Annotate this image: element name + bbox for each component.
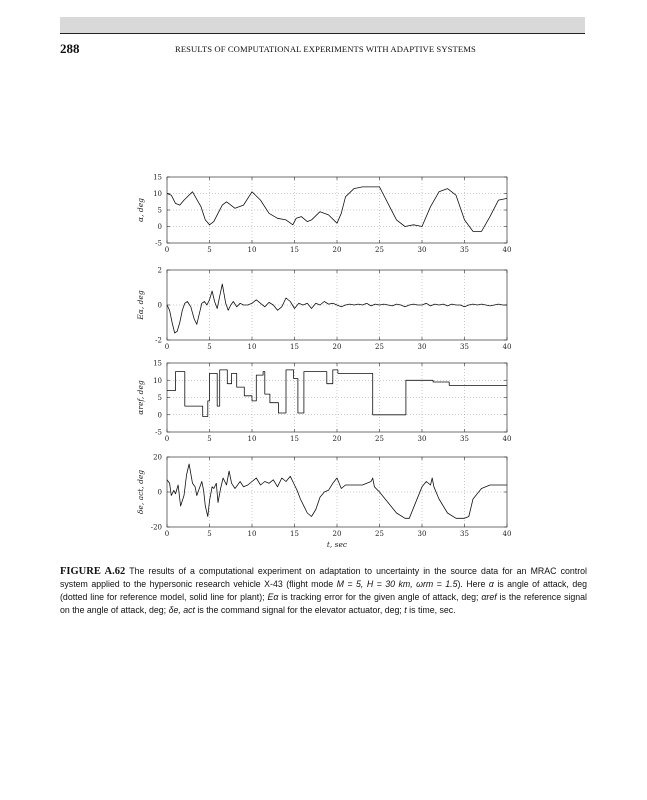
- caption-text: is the command signal for the elevator actuator, deg;: [194, 605, 405, 615]
- x-tick-label: 0: [164, 246, 170, 254]
- x-tick-label: 40: [502, 246, 512, 254]
- caption-symbol: Eα: [267, 592, 279, 602]
- x-tick-label: 5: [207, 435, 212, 443]
- x-tick-label: 10: [247, 246, 257, 254]
- x-tick-label: 30: [417, 246, 427, 254]
- x-tick-label: 10: [247, 530, 257, 538]
- figure-caption: [60, 565, 587, 617]
- x-tick-label: 20: [332, 246, 342, 254]
- x-tick-label: 40: [502, 435, 512, 443]
- caption-text: is time, sec.: [406, 605, 456, 615]
- x-tick-label: 15: [290, 246, 299, 254]
- subplot-1: [136, 174, 511, 255]
- y-tick-label: 2: [157, 266, 162, 275]
- caption-text: is the reference signal on the angle of attack, deg;: [60, 592, 587, 615]
- x-tick-label: 20: [332, 435, 342, 443]
- y-tick-label: 5: [157, 394, 162, 402]
- figure-label: FIGURE A.62: [60, 566, 126, 577]
- x-tick-label: 15: [290, 343, 299, 351]
- x-tick-label: 10: [247, 435, 257, 443]
- caption-text: The results of a computational experiment on adaptation to uncertainty in the source data for an MRAC control system applied to the hypersonic research vehicle X-43 (flight mode: [60, 566, 587, 589]
- x-tick-label: 15: [290, 435, 299, 443]
- x-tick-label: 30: [417, 530, 427, 538]
- x-tick-label: 20: [332, 343, 342, 351]
- x-tick-label: 20: [332, 530, 342, 538]
- y-tick-label: 0: [157, 301, 162, 310]
- y-tick-label: 0: [157, 411, 162, 420]
- y-axis-label: Eα, deg: [136, 290, 145, 320]
- y-tick-label: -5: [155, 239, 162, 248]
- x-tick-label: 25: [375, 246, 384, 254]
- y-tick-label: 5: [157, 206, 162, 215]
- x-tick-label: 0: [164, 435, 170, 443]
- y-tick-label: 15: [153, 173, 162, 182]
- caption-symbol: δe, act: [168, 605, 195, 615]
- x-tick-label: 0: [164, 530, 170, 538]
- x-tick-label: 5: [207, 530, 212, 538]
- caption-text: is angle of attack, deg (dotted line for reference model, solid line for plant);: [60, 579, 587, 602]
- x-tick-label: 30: [417, 435, 427, 443]
- x-tick-label: 25: [375, 530, 384, 538]
- subplot-2: [136, 267, 511, 352]
- y-axis-label: αref, deg: [136, 380, 145, 415]
- subplot-4: [136, 454, 511, 550]
- x-axis-label: t, sec: [326, 540, 348, 549]
- x-tick-label: 25: [375, 435, 384, 443]
- y-tick-label: 10: [153, 376, 162, 385]
- running-title: RESULTS OF COMPUTATIONAL EXPERIMENTS WITH ADAPTIVE SYSTEMS: [175, 44, 476, 54]
- y-tick-label: 0: [157, 488, 162, 497]
- x-tick-label: 0: [164, 343, 170, 351]
- x-tick-label: 5: [207, 343, 212, 351]
- page-number: 288: [60, 41, 80, 56]
- y-tick-label: -2: [155, 336, 162, 345]
- y-axis-label: α, deg: [136, 198, 145, 222]
- caption-text: is tracking error for the given angle of attack, deg;: [278, 592, 482, 602]
- x-tick-label: 40: [502, 530, 512, 538]
- y-tick-label: 15: [153, 359, 162, 368]
- caption-symbol: t: [404, 605, 407, 615]
- x-tick-label: 5: [207, 246, 212, 254]
- caption-text: ). Here: [457, 579, 489, 589]
- caption-flight-mode: M = 5, H = 30 km, ωrm = 1.5: [336, 579, 458, 589]
- caption-symbol: α: [488, 579, 494, 589]
- x-tick-label: 30: [417, 343, 427, 351]
- x-tick-label: 35: [460, 530, 469, 538]
- y-tick-label: 20: [153, 453, 162, 462]
- y-tick-label: 10: [153, 190, 162, 198]
- caption-symbol: αref: [481, 592, 497, 602]
- x-tick-label: 40: [502, 343, 512, 351]
- y-axis-label: δe, act, deg: [136, 469, 145, 515]
- y-tick-label: -5: [155, 428, 162, 437]
- x-tick-label: 15: [290, 530, 299, 538]
- subplot-3: [136, 360, 511, 444]
- x-tick-label: 35: [460, 343, 469, 351]
- y-tick-label: 0: [157, 223, 162, 231]
- x-tick-label: 10: [247, 343, 257, 351]
- y-tick-label: -20: [150, 523, 162, 532]
- x-tick-label: 25: [375, 343, 384, 351]
- x-tick-label: 35: [460, 246, 469, 254]
- x-tick-label: 35: [460, 435, 469, 443]
